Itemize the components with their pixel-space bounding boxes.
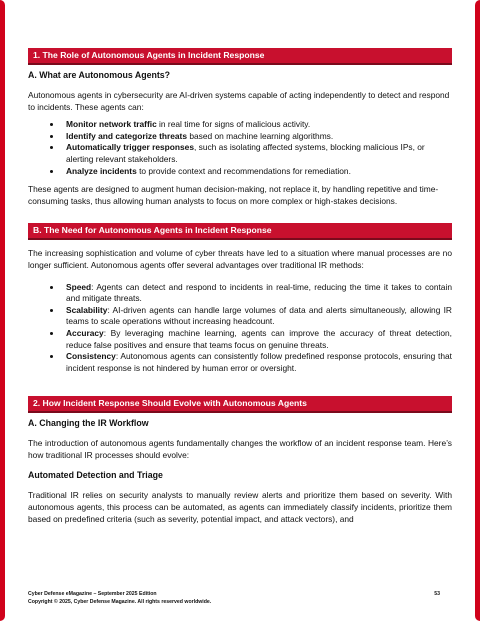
- article-content: [28, 48, 452, 531]
- page-footer: [28, 590, 440, 606]
- list-item: • Consistency: Autonomous agents can consistently follow predefined response protocols, ensuring that incident response is not hindered by human error or oversight.: [62, 351, 452, 374]
- section-2-intro: The introduction of autonomous agents fundamentally changes the workflow of an incident response team. Here’s how traditional IR processes should evolve:: [28, 438, 452, 460]
- footer-edition: Cyber Defense eMagazine – September 2025 Edition: [28, 591, 157, 597]
- list-item: • Analyze incidents to provide context and recommendations for remediation.: [62, 166, 452, 178]
- section-1-bar: 1. The Role of Autonomous Agents in Incident Response: [28, 48, 452, 65]
- section-b-list: [28, 282, 452, 375]
- list-item: • Accuracy: By leveraging machine learning, agents can improve the accuracy of threat detection, reduce false positives and ensure that teams focus on genuine threats.: [62, 328, 452, 351]
- left-page-edge: [0, 0, 5, 621]
- list-item: • Scalability: AI-driven agents can handle large volumes of data and alerts simultaneously, allowing IR teams to scale operations without increasing headcount.: [62, 305, 452, 328]
- footer-copyright: Copyright © 2025, Cyber Defense Magazine. All rights reserved worldwide.: [28, 599, 212, 605]
- section-2-body: Traditional IR relies on security analysts to manually review alerts and prioritize them based on severity. With autonomous agents, this process can be automated, as agents can immediately classify incidents, prioritize them based on predefined criteria (such as severity, potential impact, and attack vectors), and: [28, 490, 452, 524]
- section-1-intro: Autonomous agents in cybersecurity are AI-driven systems capable of acting independently to detect and respond to incidents. These agents can:: [28, 90, 450, 112]
- section-2-bar: 2. How Incident Response Should Evolve with Autonomous Agents: [28, 396, 452, 413]
- section-1-list: [28, 119, 452, 177]
- section-1-heading: A. What are Autonomous Agents?: [28, 70, 171, 80]
- list-item: • Automatically trigger responses, such as isolating affected systems, blocking malicious IPs, or alerting relevant stakeholders.: [62, 142, 452, 165]
- list-item: • Speed: Agents can detect and respond to incidents in real-time, reducing the time it takes to contain and mitigate threats.: [62, 282, 452, 305]
- list-item: • Monitor network traffic in real time for signs of malicious activity.: [62, 119, 452, 131]
- section-b-bar: B. The Need for Autonomous Agents in Incident Response: [28, 223, 452, 240]
- page-number: 53: [434, 591, 440, 597]
- section-2-heading: A. Changing the IR Workflow: [28, 418, 149, 429]
- right-page-edge: [475, 0, 480, 621]
- section-1-closing: These agents are designed to augment human decision-making, not replace it, by handling repetitive and time-consuming tasks, thus allowing human analysts to focus on more complex or high-stakes decisions.: [28, 184, 439, 206]
- section-b-intro: The increasing sophistication and volume of cyber threats have led to a situation where manual processes are no longer sufficient. Autonomous agents offer several advantages over traditional IR methods:: [28, 248, 452, 270]
- section-2-subheading: Automated Detection and Triage: [28, 470, 163, 481]
- list-item: • Identify and categorize threats based on machine learning algorithms.: [62, 131, 452, 143]
